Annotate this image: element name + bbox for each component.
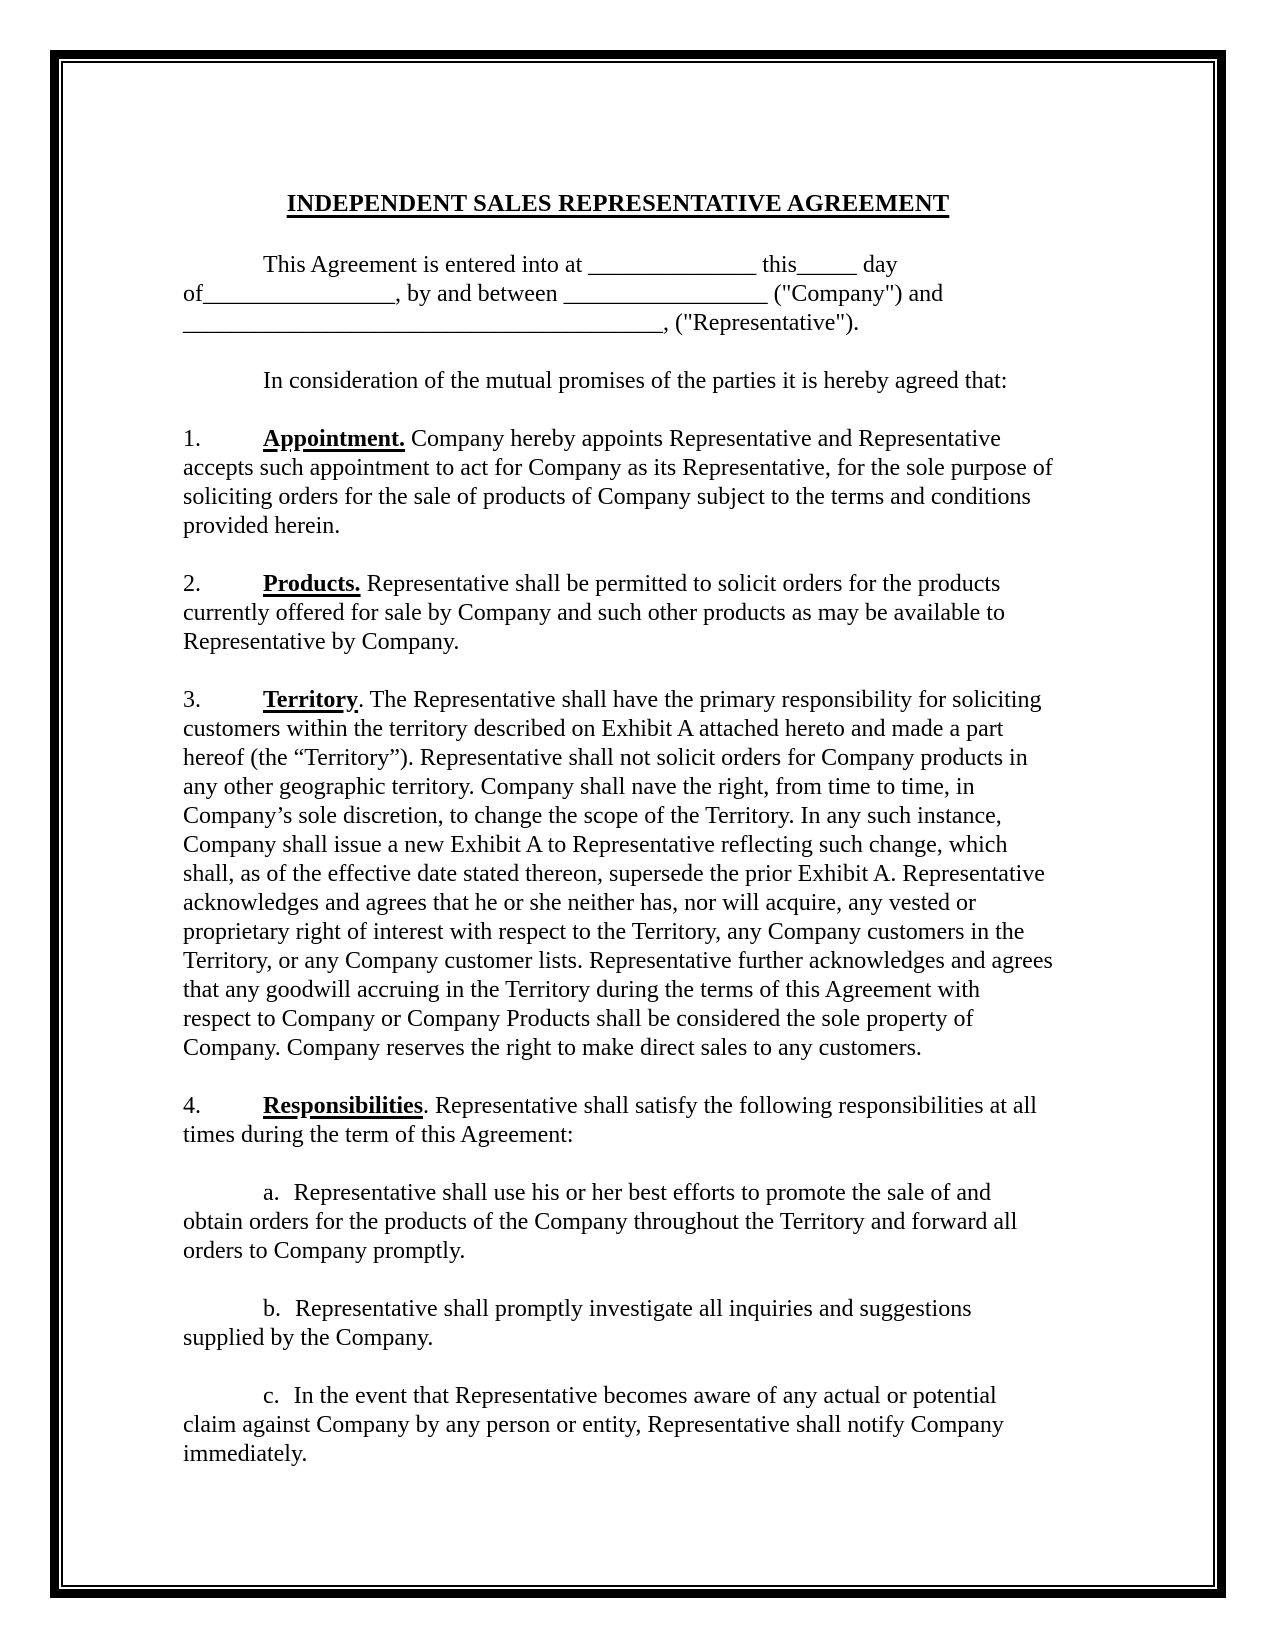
intro-line-3: ________________________________________, ("Representative"). [183, 310, 860, 336]
subsection-a-body: Representative shall use his or her best efforts to promote the sale of and obtain orders for the products of the Company throughout the Territory and forward all orders to Company promptly. [183, 1180, 1018, 1264]
subsection-b [183, 1295, 1053, 1353]
section-appointment-heading: Appointment. [263, 426, 406, 452]
document-body [183, 189, 1053, 1469]
section-responsibilities-heading: Responsibilities [263, 1093, 424, 1119]
subsection-c-body: In the event that Representative becomes aware of any actual or potential claim against Company by any person or entity, Representative shall notify Company immediately. [183, 1383, 1004, 1467]
section-territory-number: 3. [183, 687, 201, 713]
section-territory-body: . The Representative shall have the primary responsibility for soliciting customers within the territory described on Exhibit A attached hereto and made a part hereof (the “Territory”). Representative shall not solicit orders for Company products in any other geographic territory. Company shall nave the right, from time to time, in Company’s sole discretion, to change the scope of the Territory. In any such instance, Company shall issue a new Exhibit A to Representative reflecting such change, which shall, as of the effective date stated thereon, supersede the prior Exhibit A. Representative acknowledges and agrees that he or she neither has, nor will acquire, any vested or proprietary right of interest with respect to the Territory, any Company customers in the Territory, or any Company customer lists. Representative further acknowledges and agrees that any goodwill accruing in the Territory during the terms of this Agreement with respect to Company or Company Products shall be considered the sole property of Company. Company reserves the right to make direct sales to any customers. [183, 687, 1053, 1061]
section-territory-heading: Territory [263, 687, 359, 713]
section-appointment [183, 425, 1053, 541]
consideration-paragraph: In consideration of the mutual promises of the parties it is hereby agreed that: [263, 368, 1008, 394]
section-responsibilities-body: . Representative shall satisfy the following responsibilities at all times during the term of this Agreement: [183, 1093, 1037, 1148]
section-responsibilities-number: 4. [183, 1093, 201, 1119]
subsection-a [183, 1179, 1053, 1266]
section-appointment-body: Company hereby appoints Representative and Representative accepts such appointment to act for Company as its Representative, for the sole purpose of soliciting orders for the sale of products of Company subject to the terms and conditions provided herein. [183, 426, 1053, 539]
section-products [183, 570, 1053, 657]
subsection-a-letter: a. [263, 1180, 280, 1206]
section-products-heading: Products. [263, 571, 361, 597]
document-title: INDEPENDENT SALES REPRESENTATIVE AGREEMENT [286, 190, 950, 217]
subsection-b-body: Representative shall promptly investigate all inquiries and suggestions supplied by the Company. [183, 1296, 972, 1351]
document-page [63, 63, 1213, 1587]
subsection-b-letter: b. [263, 1296, 281, 1322]
subsection-c-letter: c. [263, 1383, 280, 1409]
intro-line-2: of________________, by and between _________________ ("Company") and [183, 281, 944, 307]
subsection-c [183, 1382, 1053, 1469]
section-products-body: Representative shall be permitted to solicit orders for the products currently offered for sale by Company and such other products as may be available to Representative by Company. [183, 571, 1005, 655]
intro-paragraph [183, 251, 1053, 338]
section-responsibilities [183, 1092, 1053, 1150]
intro-line-1: This Agreement is entered into at ______________ this_____ day [263, 252, 898, 278]
section-appointment-number: 1. [183, 426, 201, 452]
section-territory [183, 686, 1053, 1063]
section-products-number: 2. [183, 571, 201, 597]
